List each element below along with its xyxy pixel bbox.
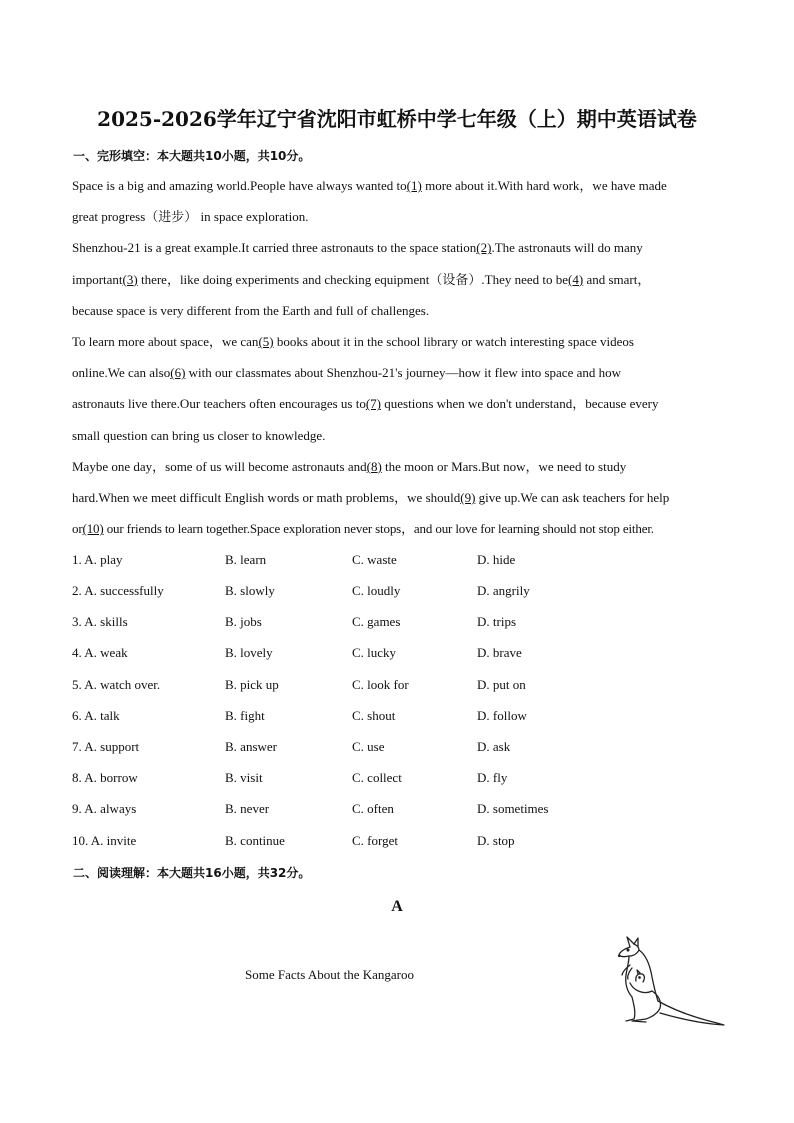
option-d: D. put on xyxy=(477,677,526,692)
passage-line: small question can bring us closer to knowledge. xyxy=(72,427,326,443)
option-c: C. waste xyxy=(352,552,397,567)
option-a: 2. A. successfully xyxy=(72,583,164,598)
paragraph-2 xyxy=(72,232,732,326)
option-d: D. brave xyxy=(477,645,522,660)
option-c: C. shout xyxy=(352,708,396,723)
question-options-2 xyxy=(72,583,672,603)
passage-line: great progress（进步） in space exploration. xyxy=(72,209,309,225)
blank-9: (9) xyxy=(460,490,476,506)
option-a: 6. A. talk xyxy=(72,708,120,723)
option-d: D. follow xyxy=(477,708,527,723)
option-a: 5. A. watch over. xyxy=(72,677,161,692)
section-cloze-heading: 一、完形填空：本大题共10小题，共10分。 xyxy=(73,149,311,163)
question-options-1 xyxy=(72,552,672,572)
option-b: B. answer xyxy=(225,739,277,754)
option-d: D. ask xyxy=(477,739,511,754)
blank-3: (3) xyxy=(122,271,138,287)
option-b: B. learn xyxy=(225,552,267,567)
paragraph-4 xyxy=(72,451,732,545)
option-b: B. continue xyxy=(225,833,285,848)
option-a: 4. A. weak xyxy=(72,645,128,660)
passage-line: Shenzhou-21 is a great example.It carried three astronauts to the space station(2).The astronauts will do many xyxy=(72,240,643,256)
blank-4: (4) xyxy=(568,271,584,287)
option-b: B. pick up xyxy=(225,677,279,692)
section-reading-heading: 二、阅读理解：本大题共16小题，共32分。 xyxy=(73,866,311,880)
option-a: 9. A. always xyxy=(72,801,137,816)
passage-line: because space is very different from the Earth and full of challenges. xyxy=(72,302,430,318)
question-options-3 xyxy=(72,614,672,634)
paragraph-3 xyxy=(72,326,732,451)
blank-6: (6) xyxy=(170,365,186,381)
option-c: C. collect xyxy=(352,770,402,785)
blank-2: (2) xyxy=(476,240,492,256)
passage-line: astronauts live there.Our teachers often encourages us to(7) questions when we don't understand，because every xyxy=(72,396,659,412)
option-b: B. lovely xyxy=(225,645,273,660)
option-d: D. hide xyxy=(477,552,516,567)
option-a: 7. A. support xyxy=(72,739,140,754)
option-a: 3. A. skills xyxy=(72,614,128,629)
option-c: C. loudly xyxy=(352,583,401,598)
passage-line: Maybe one day，some of us will become astronauts and(8) the moon or Mars.But now，we need to study xyxy=(72,458,627,474)
blank-8: (8) xyxy=(366,458,382,474)
blank-7: (7) xyxy=(365,396,382,412)
option-a: 10. A. invite xyxy=(72,833,137,848)
question-options-8 xyxy=(72,770,672,790)
question-options-10 xyxy=(72,833,672,853)
question-options-4 xyxy=(72,645,672,665)
option-c: C. lucky xyxy=(352,645,397,660)
option-c: C. look for xyxy=(352,677,409,692)
option-c: C. games xyxy=(352,614,401,629)
option-a: 8. A. borrow xyxy=(72,770,138,785)
paragraph-1 xyxy=(72,170,732,232)
option-b: B. jobs xyxy=(225,614,262,629)
option-a: 1. A. play xyxy=(72,552,123,567)
passage-line: online.We can also(6) with our classmates about Shenzhou-21's journey—how it flew into space and how xyxy=(72,365,621,381)
option-d: D. sometimes xyxy=(477,801,549,816)
option-b: B. never xyxy=(225,801,270,816)
passage-line: hard.When we meet difficult English words or math problems，we should(9) give up.We can ask teachers for help xyxy=(72,490,670,506)
passage-line: important(3) there，like doing experiments and checking equipment（设备）.They need to be(4) and smart， xyxy=(72,271,651,287)
option-c: C. forget xyxy=(352,833,398,848)
option-b: B. fight xyxy=(225,708,265,723)
cloze-passage xyxy=(72,170,732,544)
passage-line: Space is a big and amazing world.People have always wanted to(1) more about it.With hard work，we have made xyxy=(72,178,667,193)
blank-5: (5) xyxy=(258,334,274,350)
passage-letter: A xyxy=(391,898,403,915)
question-options-5 xyxy=(72,677,672,697)
blank-10: (10) xyxy=(82,521,104,537)
option-d: D. stop xyxy=(477,833,515,848)
passage-line: or(10) our friends to learn together.Space exploration never stops，and our love for learning should not stop either. xyxy=(72,521,654,537)
option-d: D. fly xyxy=(477,770,508,785)
question-options-9 xyxy=(72,801,672,821)
option-d: D. trips xyxy=(477,614,516,629)
question-options-7 xyxy=(72,739,672,759)
blank-1: (1) xyxy=(406,178,422,193)
option-b: B. visit xyxy=(225,770,263,785)
passage-line: To learn more about space，we can(5) books about it in the school library or watch interesting space videos xyxy=(72,334,634,350)
exam-title: 2025-2026学年辽宁省沈阳市虹桥中学七年级（上）期中英语试卷 xyxy=(97,107,697,131)
option-b: B. slowly xyxy=(225,583,275,598)
passage-subtitle: Some Facts About the Kangaroo xyxy=(245,967,414,982)
option-c: C. use xyxy=(352,739,385,754)
kangaroo-icon xyxy=(612,935,727,1030)
option-c: C. often xyxy=(352,801,394,816)
question-options-6 xyxy=(72,708,672,728)
option-d: D. angrily xyxy=(477,583,530,598)
